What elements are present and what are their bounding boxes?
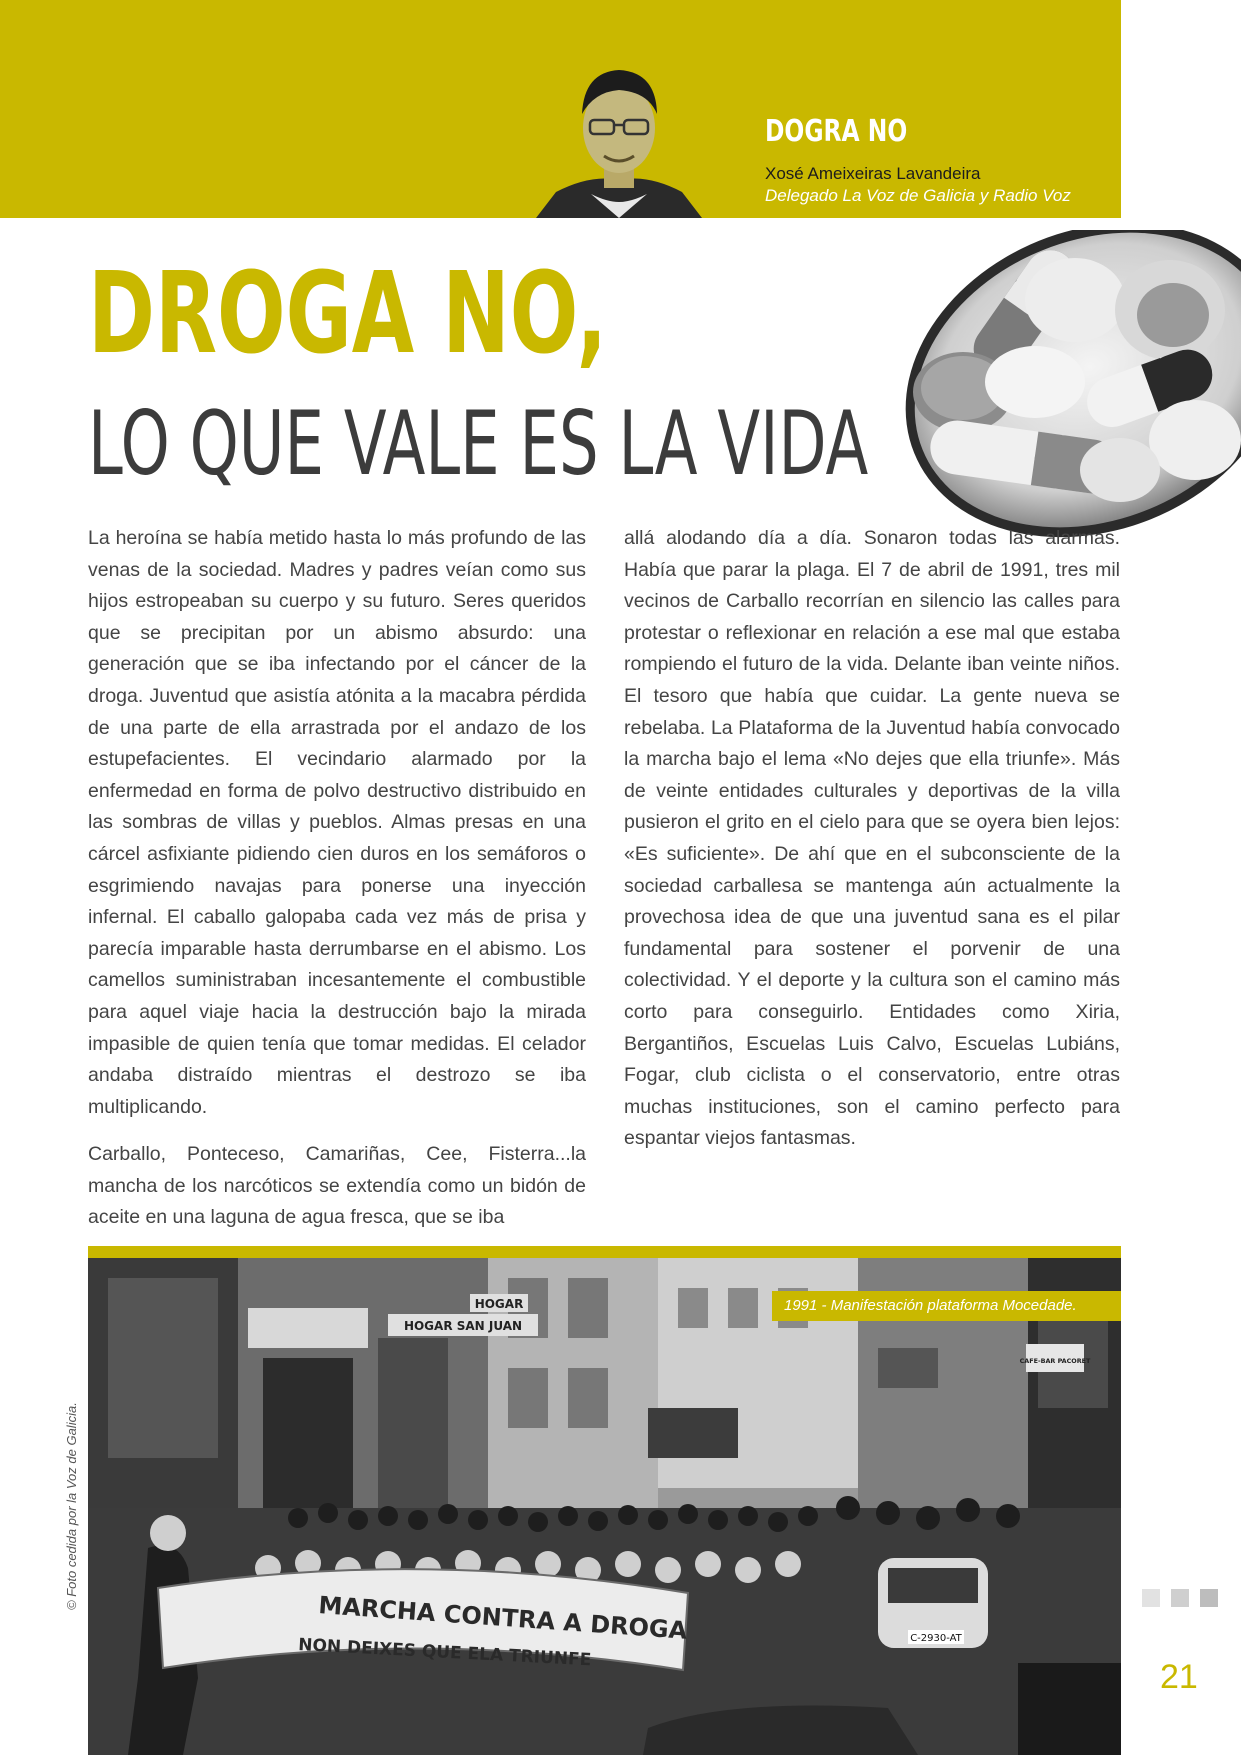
square-mid — [1171, 1589, 1189, 1607]
headline-subtitle: LO QUE VALE ES LA VIDA — [88, 392, 869, 495]
square-light — [1142, 1589, 1160, 1607]
square-dark — [1200, 1589, 1218, 1607]
banner-line-2: NON DEIXES QUE ELA TRIUNFE — [297, 1635, 592, 1671]
pills-spoon-image — [905, 230, 1241, 560]
article-paragraph: allá alodando día a día. Sonaron todas las alarmas. Había que parar la plaga. El 7 de abril de 1991, tres mil vecinos de Carballo recorrían en silencio las calles para protestar o reflexionar en relación a ese mal que estaba rompiendo el futuro de la vida. Delante iban veinte niños. El tesoro que había que cuidar. La gente nueva se rebelaba. La Plataforma de la Juventud había convocado la marcha bajo el lema «No dejes que ella triunfe». Más de veinte entidades culturales y deportivas de la villa pusieron el grito en el cielo para que se oyera bien lejos: «Es suficiente». De ahí que en el subconsciente de la sociedad carballesa se mantenga aún actualmente la provechosa idea de que una juventud sana es el pilar fundamental para sostener el porvenir de una colectividad. Y el deporte y la cultura son el camino más corto para conseguirlo. Entidades como Xiria, Bergantiños, Escuelas Luis Calvo, Escuelas Lubiáns, Fogar, club ciclista o el conservatorio, entre otras muchas instituciones, son el camino perfecto para espantar viejos fantasmas. — [624, 527, 1120, 1150]
article-column-left — [88, 523, 586, 1250]
article-paragraph: La heroína se había metido hasta lo más profundo de las venas de la sociedad. Madres y padres veían como sus hijos estropeaban su cuerpo y su futuro. Seres queridos que se precipitan por un abismo absurdo: una generación que se iba infectando por el cáncer de la droga. Juventud que asistía atónita a la macabra pérdida de una parte de ella arrastrada por el andazo de los estupefacientes. El vecindario alarmado por la enfermedad en forma de polvo destructivo distribuido en las sombras de villas y pueblos. Almas presas en una cárcel asfixiante pidiendo cien duros en los semáforos o esgrimiendo navajas para ponerse una inyección infernal. El caballo galopaba cada vez más de prisa y parecía imparable hasta derrumbarse en el abismo. Los camellos suministraban incesantemente el combustible para aquel viaje hacia la destrucción bajo la mirada impasible de quien tenía que tomar medidas. El celador andaba distraído mientras el destrozo se iba multiplicando. — [88, 527, 586, 1118]
article-column-right — [624, 523, 1120, 1171]
photo-accent-bar — [88, 1246, 1121, 1258]
article-paragraph: Carballo, Ponteceso, Camariñas, Cee, Fisterra...la mancha de los narcóticos se extendía como un bidón de aceite en una laguna de agua fresca, que se iba — [88, 1143, 586, 1229]
section-label: DOGRA NO — [765, 114, 908, 149]
author-name: Xosé Ameixeiras Lavandeira — [765, 164, 981, 183]
photo-credit: © Foto cedida por la Voz de Galicia. — [64, 1402, 79, 1610]
sign-hogar-san-juan: HOGAR SAN JUAN — [403, 1319, 523, 1333]
author-portrait — [536, 62, 702, 218]
author-role: Delegado La Voz de Galicia y Radio Voz — [765, 186, 1071, 205]
decorative-squares — [1142, 1589, 1229, 1611]
page-number: 21 — [1160, 1658, 1198, 1696]
headline-title: DROGA NO, — [88, 249, 608, 379]
banner-line-1: MARCHA CONTRA A DROGA — [317, 1591, 689, 1645]
photo-caption: 1991 - Manifestación plataforma Mocedade. — [772, 1291, 1121, 1321]
march-photo — [88, 1258, 1121, 1755]
car-plate: C-2930-AT — [910, 1633, 962, 1644]
sign-cafe-bar: CAFE-BAR PACORET — [1019, 1357, 1091, 1365]
sign-hogar: HOGAR — [474, 1297, 524, 1311]
